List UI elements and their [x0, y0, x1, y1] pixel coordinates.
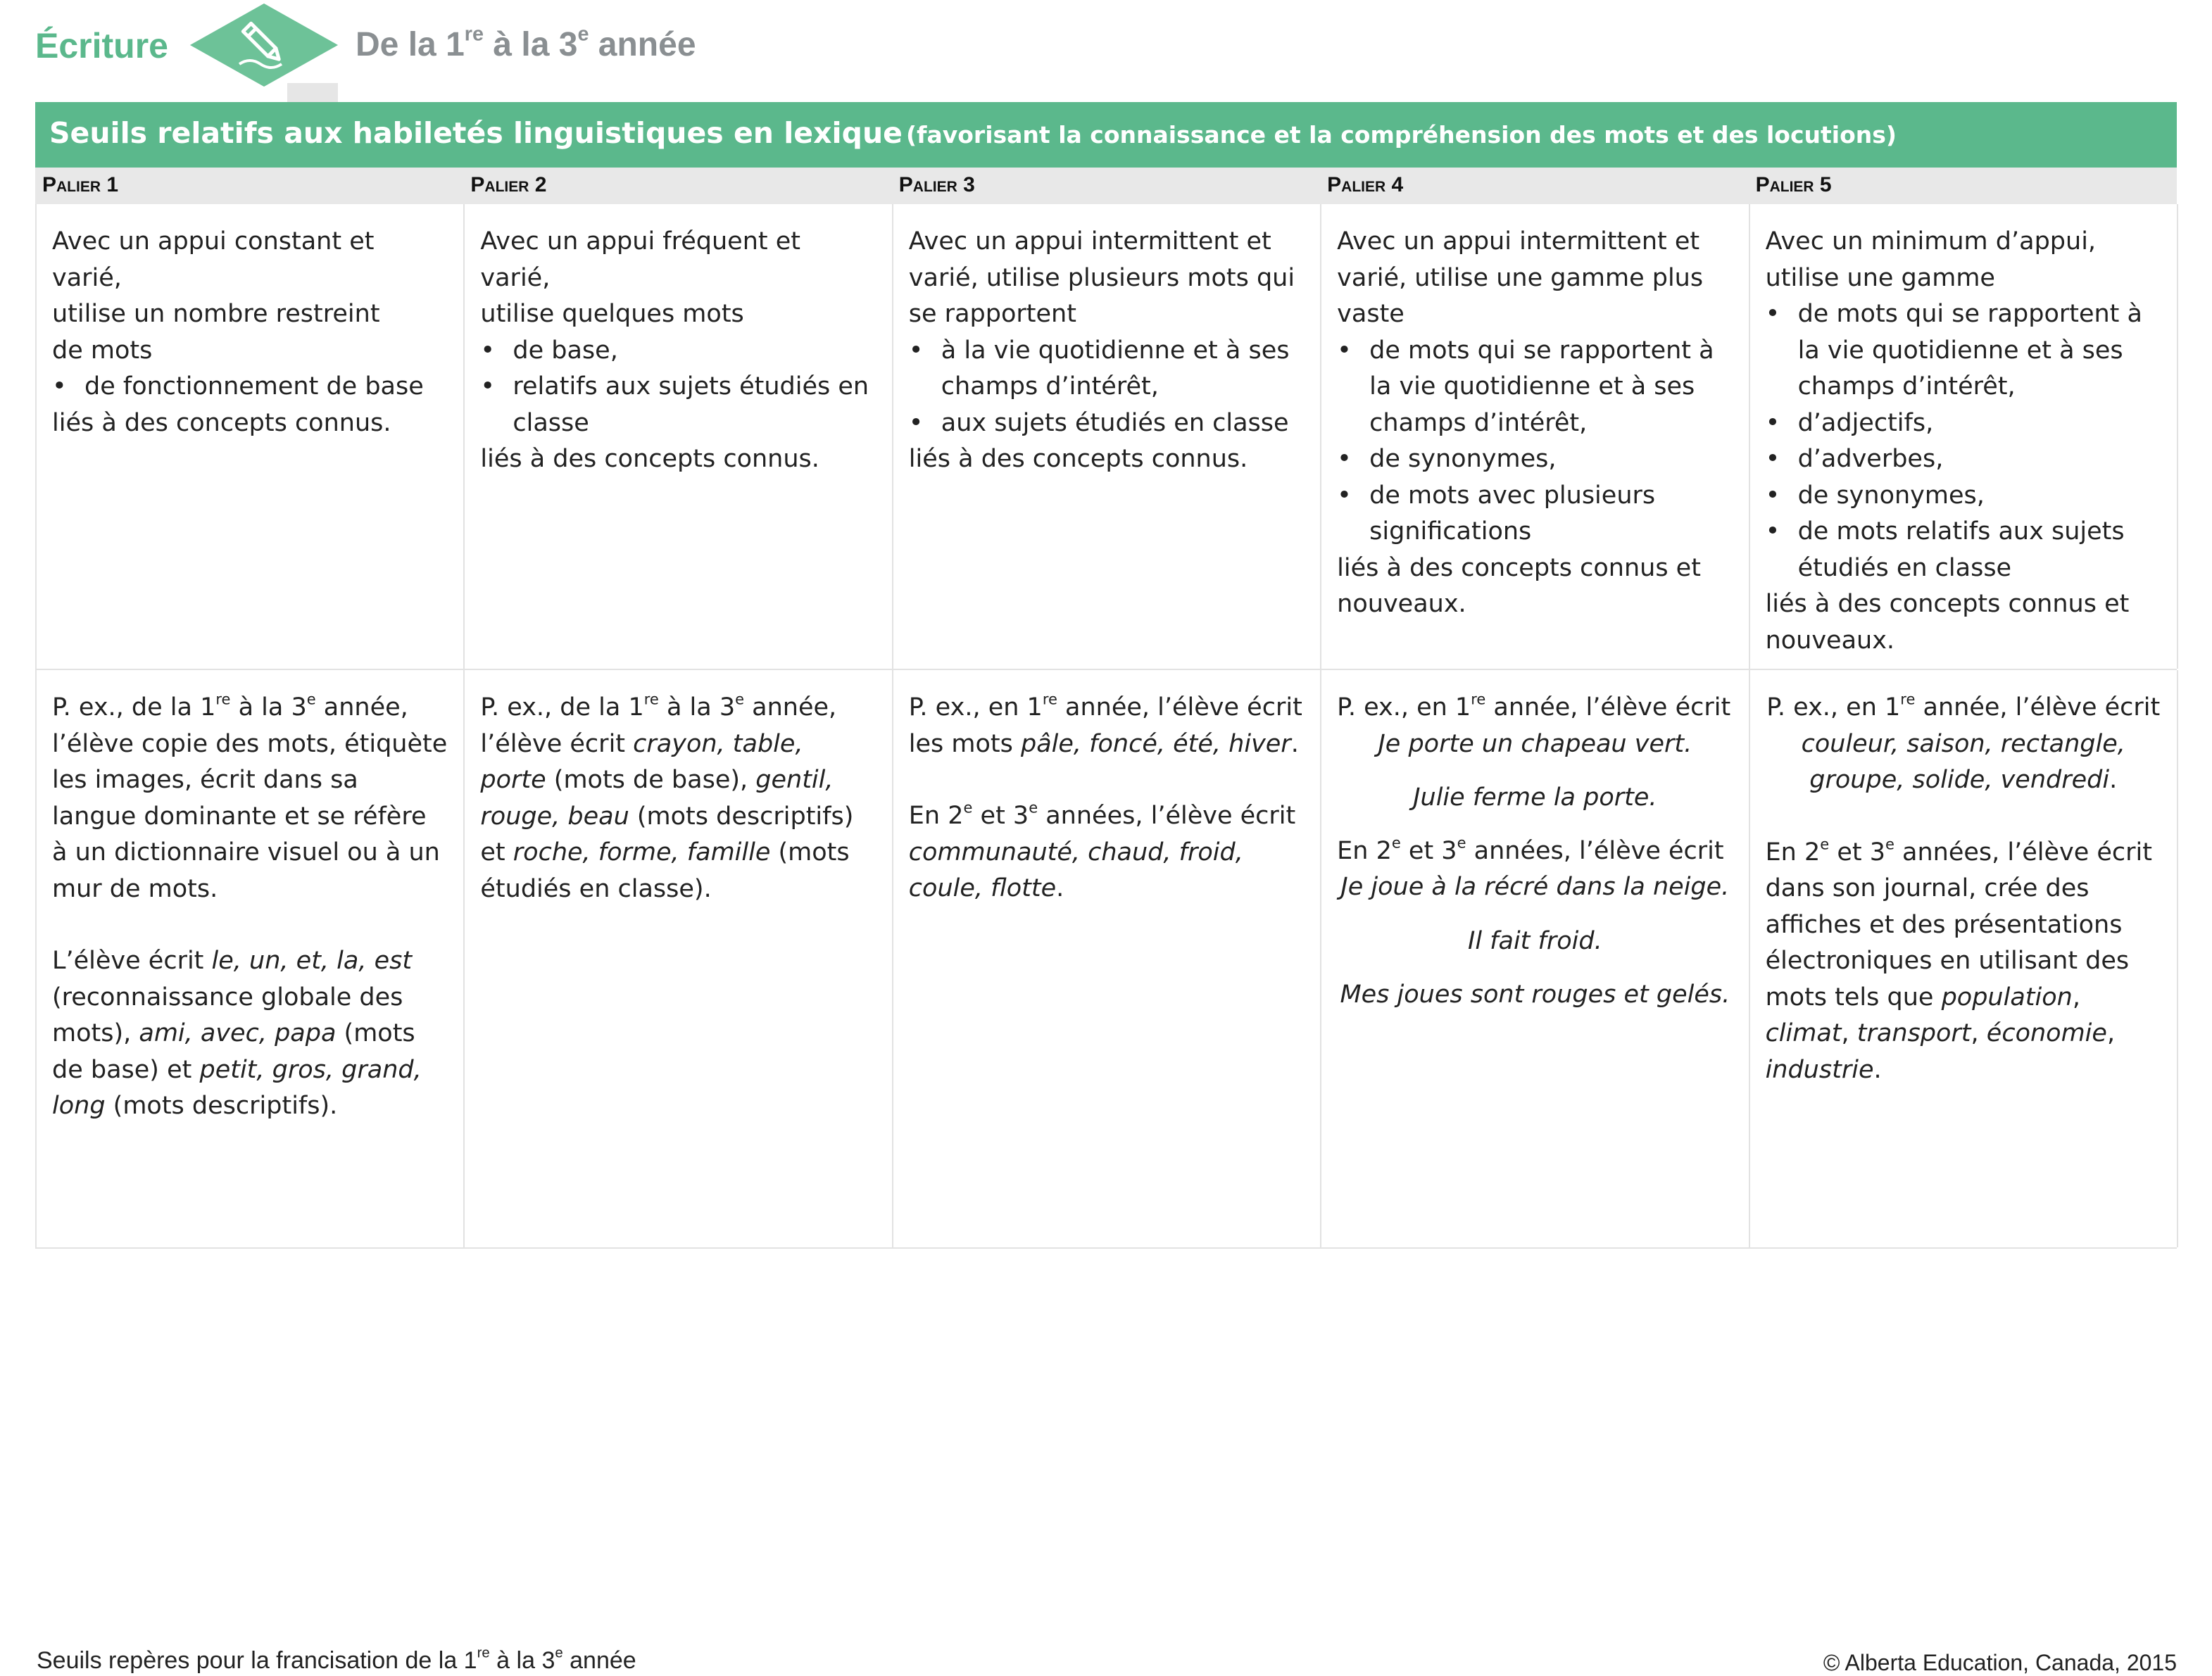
- example-paragraph: P. ex., en 1re année, l’élève écrit: [1337, 691, 1731, 722]
- descriptor-line: Avec un appui constant et varié,: [52, 227, 375, 292]
- table-title: Seuils relatifs aux habiletés linguistiques en lexique: [49, 116, 903, 150]
- descriptor-line: Avec un appui fréquent et varié,: [480, 227, 800, 292]
- descriptor-line: liés à des concepts connus.: [52, 408, 391, 437]
- example-sentence: Je joue à la récré dans la neige.: [1340, 873, 1730, 901]
- cell-palier-1-descriptor: [37, 204, 465, 669]
- descriptor-bullets: [909, 333, 1305, 442]
- list-item: • d’adverbes,: [1766, 441, 2161, 478]
- descriptor-bullets: [1337, 333, 1733, 550]
- footer-document-title: Seuils repères pour la francisation de la 1re à la 3e année: [37, 1645, 636, 1674]
- example-paragraph: P. ex., en 1re année, l’élève écrit les mots pâle, foncé, été, hiver.: [908, 691, 1302, 758]
- thresholds-table: [35, 102, 2177, 1249]
- cell-palier-2-descriptor: [465, 204, 893, 669]
- column-header-palier-1: Palier 1: [42, 173, 119, 196]
- cell-palier-1-example: [37, 670, 465, 1247]
- descriptor-line: liés à des concepts connus.: [480, 445, 819, 473]
- descriptor-line: nouveaux.: [1765, 626, 1895, 655]
- descriptor-line: Avec un appui intermittent et: [1337, 227, 1700, 256]
- descriptor-line: liés à des concepts connus et: [1337, 553, 1701, 582]
- column-header-palier-2: Palier 2: [470, 173, 547, 196]
- example-paragraph: En 2e et 3e années, l’élève écrit dans son journal, crée des affiches et des présentations électroniques en utilisant des mots tels que population, climat, transport, économie, industrie.: [1765, 835, 2153, 1084]
- list-item: • de synonymes,: [1766, 478, 2161, 515]
- example-sentence: Mes joues sont rouges et gelés.: [1340, 981, 1730, 1009]
- descriptor-line: se rapportent: [908, 300, 1076, 328]
- example-sentence: Je porte un chapeau vert.: [1378, 729, 1692, 758]
- descriptor-line: varié, utilise une gamme plus: [1337, 263, 1704, 292]
- example-sentence: Julie ferme la porte.: [1413, 783, 1657, 812]
- descriptor-line: vaste: [1337, 300, 1405, 328]
- cell-palier-3-descriptor: [893, 204, 1321, 669]
- column-header-palier-3: Palier 3: [898, 173, 975, 196]
- header-divider-block: [287, 83, 338, 103]
- descriptor-line: varié, utilise plusieurs mots qui: [908, 263, 1295, 292]
- descriptor-bullets: [52, 369, 448, 405]
- pencil-writing-icon: [190, 4, 338, 87]
- list-item: • de base,: [480, 333, 876, 370]
- page-header: [35, 0, 2175, 92]
- list-item: • de mots avec plusieurs significations: [1337, 478, 1733, 550]
- table-title-bar: [35, 102, 2177, 168]
- descriptor-line: utilise un nombre restreint: [52, 300, 380, 328]
- list-item: • d’adjectifs,: [1766, 405, 2161, 442]
- list-item: • de synonymes,: [1337, 441, 1733, 478]
- list-item: • de mots relatifs aux sujets étudiés en classe: [1766, 514, 2161, 586]
- descriptor-line: liés à des concepts connus et: [1765, 590, 2130, 618]
- descriptor-line: nouveaux.: [1337, 590, 1466, 618]
- list-item: • de fonctionnement de base: [52, 369, 448, 405]
- cell-palier-5-descriptor: [1750, 204, 2178, 669]
- cell-palier-2-example: [465, 670, 893, 1247]
- example-paragraph: P. ex., de la 1re à la 3e année, l’élève copie des mots, étiquète les images, écrit dans sa langue dominante et se réfère à un dictionnaire visuel ou à un mur de mots.: [52, 691, 448, 903]
- cell-palier-5-example: [1750, 670, 2178, 1247]
- descriptor-bullets: [480, 333, 876, 442]
- descriptor-line: liés à des concepts connus.: [908, 445, 1248, 473]
- list-item: • de mots qui se rapportent à la vie quotidienne et à ses champs d’intérêt,: [1766, 296, 2161, 405]
- example-paragraph: En 2e et 3e années, l’élève écrit communauté, chaud, froid, coule, flotte.: [908, 799, 1296, 902]
- cell-palier-4-example: [1321, 670, 1749, 1247]
- descriptor-line: utilise une gamme: [1765, 263, 1995, 292]
- section-title: Écriture: [35, 26, 168, 65]
- list-item: • aux sujets étudiés en classe: [909, 405, 1305, 442]
- footer-copyright: © Alberta Education, Canada, 2015: [1823, 1650, 2177, 1675]
- list-item: • à la vie quotidienne et à ses champs d’intérêt,: [909, 333, 1305, 405]
- example-paragraph: P. ex., en 1re année, l’élève écrit couleur, saison, rectangle, groupe, solide, vendredi.: [1766, 691, 2161, 794]
- example-paragraph: P. ex., de la 1re à la 3e année, l’élève écrit crayon, table, porte (mots de base), gentil, rouge, beau (mots descriptifs) et roche, forme, famille (mots étudiés en classe).: [480, 691, 854, 903]
- cell-palier-4-descriptor: [1321, 204, 1749, 669]
- descriptor-line: Avec un appui intermittent et: [908, 227, 1271, 256]
- descriptor-line: utilise quelques mots: [480, 300, 744, 328]
- example-paragraph: En 2e et 3e années, l’élève écrit: [1337, 833, 1724, 865]
- descriptor-line: Avec un minimum d’appui,: [1765, 227, 2097, 256]
- table-subtitle: (favorisant la connaissance et la compréhension des mots et des locutions): [906, 121, 1897, 149]
- table-row-examples: [35, 669, 2177, 1249]
- column-header-palier-4: Palier 4: [1327, 173, 1404, 196]
- descriptor-line: de mots: [52, 336, 153, 365]
- grade-range: De la 1re à la 3e année: [356, 23, 696, 63]
- descriptor-bullets: [1766, 296, 2161, 586]
- example-paragraph: L’élève écrit le, un, et, la, est (reconnaissance globale des mots), ami, avec, papa (mots de base) et petit, gros, grand, long (mots descriptifs).: [52, 947, 422, 1120]
- list-item: • de mots qui se rapportent à la vie quotidienne et à ses champs d’intérêt,: [1337, 333, 1733, 442]
- column-header-palier-5: Palier 5: [1755, 173, 1832, 196]
- table-row-descriptors: [35, 204, 2177, 669]
- list-item: • relatifs aux sujets étudiés en classe: [480, 369, 876, 441]
- example-sentence: Il fait froid.: [1468, 926, 1602, 955]
- column-headers: [35, 168, 2177, 204]
- cell-palier-3-example: [893, 670, 1321, 1247]
